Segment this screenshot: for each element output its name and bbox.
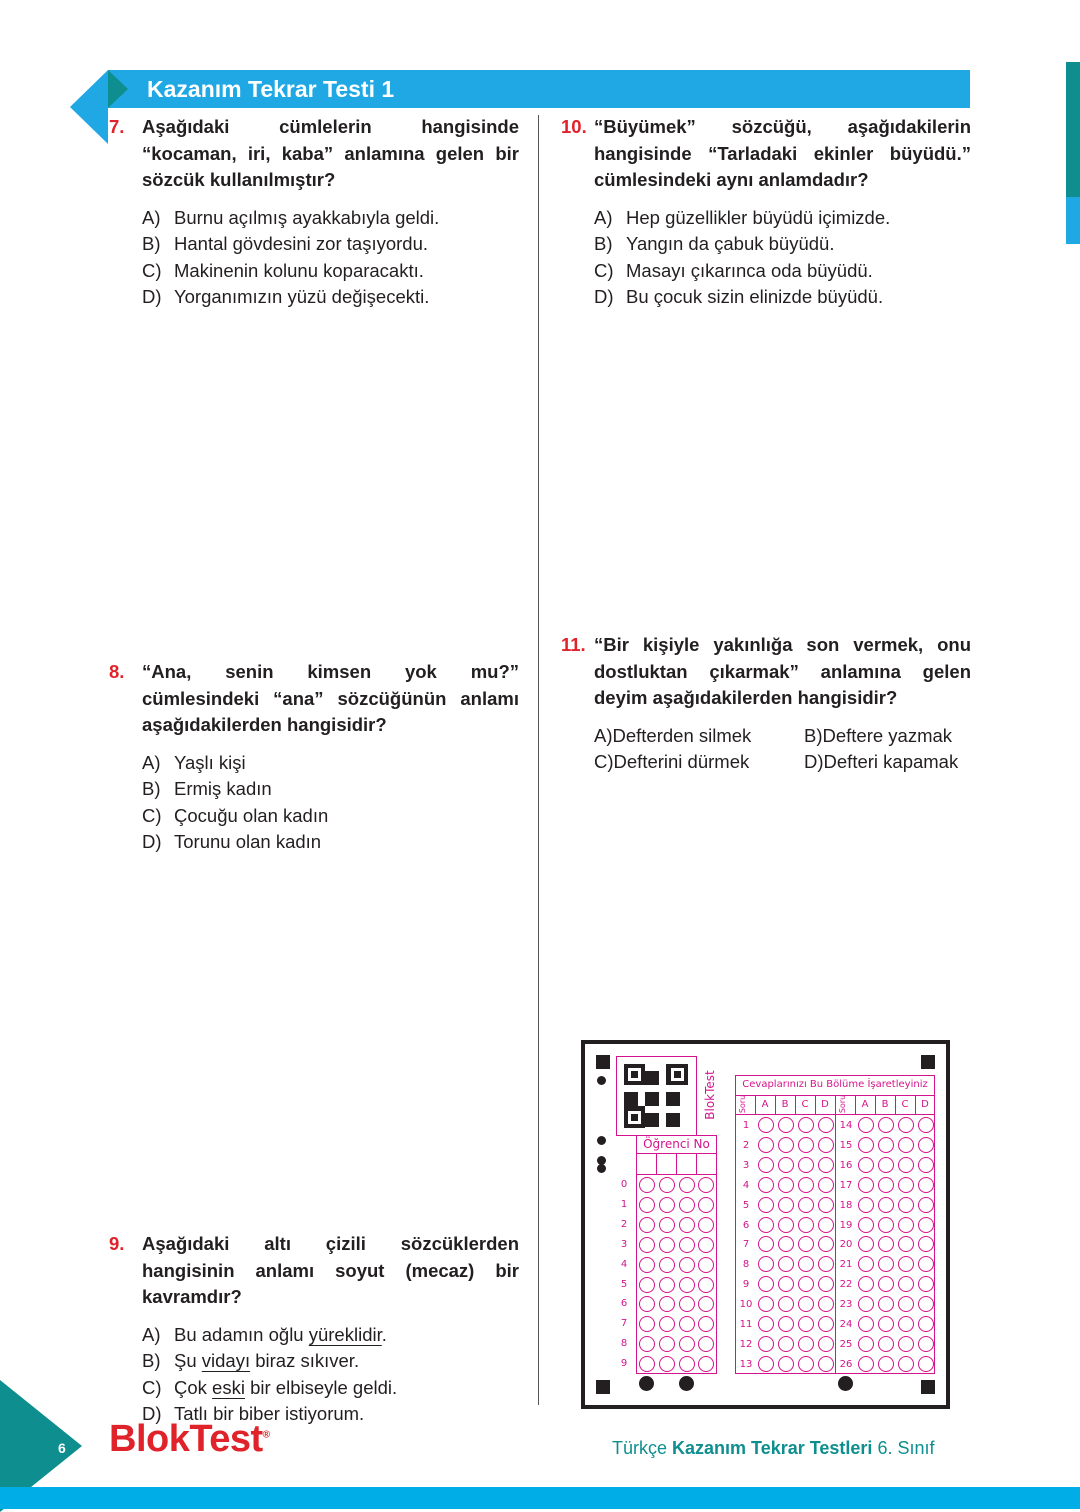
page-title: Kazanım Tekrar Testi 1: [147, 76, 395, 102]
option-text: Bu çocuk sizin elinizde büyüdü.: [626, 286, 884, 307]
line: [676, 1153, 677, 1174]
answers-title: Cevaplarınızı Bu Bölüme İşaretleyiniz: [742, 1079, 928, 1090]
answer-bubble[interactable]: [758, 1356, 774, 1372]
question-stem: “Büyümek” sözcüğü, aşağıdakilerin hangisinde “Tarladaki ekinler büyüdü.” cümlesindeki aynı anlamdadır?: [594, 116, 971, 190]
line: [755, 1095, 756, 1114]
answer-bubble[interactable]: [918, 1316, 934, 1332]
answer-bubble[interactable]: [918, 1157, 934, 1173]
answer-bubble[interactable]: [878, 1137, 894, 1153]
digit-bubble[interactable]: [659, 1356, 675, 1372]
question-row-label: 8: [742, 1259, 750, 1271]
answer-option[interactable]: [142, 750, 519, 777]
answer-bubble[interactable]: [898, 1177, 914, 1193]
digit-bubble[interactable]: [659, 1316, 675, 1332]
option-text: Yaşlı kişi: [174, 751, 246, 773]
choice-header: C: [901, 1099, 909, 1110]
option-text: Defterini dürmek: [613, 751, 750, 772]
option-text-pre: Bu adamın oğlu: [174, 1323, 309, 1345]
option-text: Defterden silmek: [612, 724, 752, 746]
registered-mark: ®: [262, 1429, 270, 1441]
answer-bubble[interactable]: [818, 1356, 834, 1372]
choice-header: A: [861, 1099, 869, 1110]
line: [775, 1095, 776, 1114]
answer-bubble[interactable]: [778, 1316, 794, 1332]
option-text: Yorganımızın yüzü değişecekti.: [174, 286, 430, 307]
option-text: Defteri kapamak: [823, 751, 959, 772]
question-row-label: 7: [742, 1239, 750, 1251]
question-row-label: 1: [742, 1120, 750, 1131]
options-list: [142, 205, 519, 311]
answer-option[interactable]: [142, 1322, 519, 1349]
answer-bubble[interactable]: [898, 1217, 914, 1233]
option-text: [174, 1322, 387, 1349]
digit-label: 1: [620, 1198, 628, 1210]
question-11: [561, 632, 971, 776]
option-label: C): [594, 751, 614, 772]
line: [875, 1095, 876, 1114]
answer-option[interactable]: [804, 749, 984, 776]
answer-bubble[interactable]: [798, 1217, 814, 1233]
digit-bubble[interactable]: [659, 1197, 675, 1213]
answer-bubble[interactable]: [818, 1316, 834, 1332]
digit-bubble[interactable]: [679, 1316, 695, 1332]
option-label: B): [142, 1350, 161, 1371]
answer-option[interactable]: [594, 231, 971, 258]
bloktest-logo: [109, 1418, 270, 1461]
digit-bubble[interactable]: [639, 1356, 655, 1372]
answer-option[interactable]: [594, 205, 971, 232]
footer-subject: Türkçe: [612, 1438, 673, 1458]
digit-label: 7: [620, 1318, 628, 1330]
answer-bubble[interactable]: [818, 1157, 834, 1173]
answer-bubble[interactable]: [798, 1117, 814, 1133]
answer-bubble[interactable]: [798, 1157, 814, 1173]
answer-bubble[interactable]: [778, 1336, 794, 1352]
header-arrow: [70, 70, 108, 144]
digit-bubble[interactable]: [659, 1237, 675, 1253]
line: [656, 1153, 657, 1174]
answer-bubble[interactable]: [898, 1157, 914, 1173]
answer-bubble[interactable]: [818, 1336, 834, 1352]
answer-bubble[interactable]: [918, 1117, 934, 1133]
answer-bubble[interactable]: [798, 1296, 814, 1312]
answer-option[interactable]: [594, 258, 971, 285]
answer-sheet: [581, 1040, 950, 1409]
question-number: 7.: [109, 116, 125, 137]
student-no-label: Öğrenci No: [643, 1137, 710, 1151]
answer-bubble[interactable]: [918, 1296, 934, 1312]
soru-label: Soru: [738, 1094, 747, 1114]
option-text: Makinenin kolunu koparacaktı.: [174, 259, 424, 281]
question-row-label: 26: [839, 1358, 853, 1370]
answer-option[interactable]: [804, 723, 984, 750]
answer-bubble[interactable]: [878, 1217, 894, 1233]
question-row-label: 24: [839, 1319, 853, 1330]
choice-header: B: [881, 1099, 889, 1110]
column-divider: [538, 115, 539, 1405]
answer-option[interactable]: [142, 776, 519, 803]
page-number: 6: [58, 1440, 66, 1456]
underlined-word: yüreklidir: [308, 1323, 382, 1345]
option-label: C): [594, 259, 614, 281]
answer-bubble[interactable]: [878, 1117, 894, 1133]
question-stem: “Bir kişiyle yakınlığa son vermek, onu dostluktan çıkarmak” anlamına gelen deyim aşağıdakilerden hangisidir?: [594, 634, 971, 708]
option-label: C): [142, 259, 162, 281]
answer-bubble[interactable]: [918, 1336, 934, 1352]
option-text: Torunu olan kadın: [174, 831, 322, 852]
answer-bubble[interactable]: [878, 1356, 894, 1372]
choice-header: A: [761, 1099, 769, 1110]
option-label: C): [142, 804, 162, 826]
digit-bubble[interactable]: [698, 1277, 714, 1293]
answer-bubble[interactable]: [898, 1316, 914, 1332]
option-label: A): [594, 206, 613, 228]
timing-dot: [639, 1376, 654, 1391]
option-text-post: .: [381, 1323, 387, 1345]
option-text-post: biraz sıkıver.: [250, 1350, 360, 1371]
question-row-label: 5: [742, 1199, 750, 1211]
option-label: C): [142, 1376, 162, 1398]
question-number: 11.: [561, 634, 586, 655]
qr-finder: [667, 1064, 688, 1085]
question-number: 8.: [109, 661, 125, 682]
digit-label: 2: [620, 1218, 628, 1230]
brand-vertical: BlokTest: [703, 1070, 717, 1120]
digit-label: 5: [620, 1278, 628, 1290]
soru-label: Soru: [838, 1094, 847, 1114]
answer-bubble[interactable]: [858, 1316, 874, 1332]
digit-bubble[interactable]: [659, 1257, 675, 1273]
option-label: D): [142, 1403, 162, 1424]
answer-bubble[interactable]: [778, 1217, 794, 1233]
answer-option[interactable]: [594, 749, 804, 776]
answer-option[interactable]: [142, 1348, 519, 1375]
option-text-pre: Tatlı bir biber istiyorum.: [174, 1403, 365, 1424]
line: [795, 1095, 796, 1114]
question-row-label: 4: [742, 1179, 750, 1191]
answer-bubble[interactable]: [778, 1197, 794, 1213]
digit-bubble[interactable]: [639, 1217, 655, 1233]
digit-bubble[interactable]: [639, 1237, 655, 1253]
answer-option[interactable]: [142, 829, 519, 856]
option-text: Çocuğu olan kadın: [174, 804, 329, 826]
digit-bubble[interactable]: [679, 1237, 695, 1253]
registration-mark: [596, 1055, 610, 1069]
question-row-label: 19: [839, 1219, 853, 1231]
options-list: [142, 1322, 519, 1428]
line: [915, 1095, 916, 1114]
question-row-label: 16: [839, 1159, 853, 1171]
answer-bubble[interactable]: [858, 1217, 874, 1233]
option-text: Ermiş kadın: [174, 778, 272, 799]
digit-bubble[interactable]: [698, 1257, 714, 1273]
digit-label: 8: [620, 1338, 628, 1350]
question-8: [109, 659, 519, 856]
answer-bubble[interactable]: [918, 1217, 934, 1233]
answer-bubble[interactable]: [898, 1296, 914, 1312]
answer-bubble[interactable]: [878, 1336, 894, 1352]
footer-grade: 6. Sınıf: [872, 1438, 935, 1458]
option-label: B): [142, 778, 161, 799]
answer-bubble[interactable]: [818, 1117, 834, 1133]
question-stem: “Ana, senin kimsen yok mu?” cümlesindeki “ana” sözcüğünün anlamı aşağıdakilerden hangisidir?: [142, 661, 519, 735]
answer-bubble[interactable]: [758, 1117, 774, 1133]
options-list: [594, 205, 971, 311]
digit-bubble[interactable]: [679, 1257, 695, 1273]
option-label: B): [142, 233, 161, 254]
digit-bubble[interactable]: [679, 1277, 695, 1293]
qr-finder: [624, 1064, 645, 1085]
option-label: A): [142, 751, 161, 773]
answer-bubble[interactable]: [758, 1197, 774, 1213]
footer-band: [0, 1487, 1080, 1509]
digit-bubble[interactable]: [639, 1277, 655, 1293]
question-stem: Aşağıdaki cümlelerin hangisinde “kocaman, iri, kaba” anlamına gelen bir sözcük kullanılmıştır?: [142, 116, 519, 190]
answer-option[interactable]: [142, 1375, 519, 1402]
digit-label: 3: [620, 1238, 628, 1250]
answer-bubble[interactable]: [778, 1296, 794, 1312]
answer-bubble[interactable]: [878, 1197, 894, 1213]
digit-bubble[interactable]: [659, 1336, 675, 1352]
answer-bubble[interactable]: [858, 1296, 874, 1312]
line: [696, 1153, 697, 1174]
option-label: A): [142, 206, 161, 228]
choice-header: C: [801, 1099, 809, 1110]
footer-series: Kazanım Tekrar Testleri: [672, 1438, 873, 1458]
answer-bubble[interactable]: [898, 1137, 914, 1153]
answer-bubble[interactable]: [798, 1316, 814, 1332]
answer-bubble[interactable]: [778, 1356, 794, 1372]
answer-bubble[interactable]: [758, 1296, 774, 1312]
question-row-label: 17: [839, 1179, 853, 1191]
digit-bubble[interactable]: [679, 1197, 695, 1213]
timing-dot: [597, 1164, 606, 1173]
side-tab: [1066, 62, 1080, 197]
registration-mark: [596, 1380, 610, 1394]
answer-bubble[interactable]: [878, 1316, 894, 1332]
answer-option[interactable]: [594, 284, 971, 311]
logo-text: BlokTest: [109, 1418, 263, 1460]
answer-bubble[interactable]: [758, 1316, 774, 1332]
digit-label: 6: [620, 1298, 628, 1310]
option-label: D): [142, 831, 162, 852]
answer-bubble[interactable]: [758, 1157, 774, 1173]
answer-option[interactable]: [142, 205, 519, 232]
answer-bubble[interactable]: [918, 1177, 934, 1193]
choice-header: B: [781, 1099, 789, 1110]
question-row-label: 23: [839, 1299, 853, 1311]
digit-label: 4: [620, 1258, 628, 1270]
question-row-label: 14: [839, 1120, 853, 1131]
digit-bubble[interactable]: [679, 1217, 695, 1233]
answer-bubble[interactable]: [858, 1177, 874, 1193]
answer-option[interactable]: [594, 723, 804, 750]
line: [895, 1095, 896, 1114]
answer-bubble[interactable]: [778, 1117, 794, 1133]
answer-bubble[interactable]: [798, 1336, 814, 1352]
option-label: D): [804, 751, 824, 772]
underlined-word: vidayı: [201, 1350, 251, 1371]
option-text: [174, 1348, 359, 1375]
digit-bubble[interactable]: [679, 1296, 695, 1312]
digit-bubble[interactable]: [698, 1237, 714, 1253]
option-text: Deftere yazmak: [822, 724, 953, 746]
question-row-label: 9: [742, 1279, 750, 1291]
answer-bubble[interactable]: [778, 1137, 794, 1153]
option-text: Hep güzellikler büyüdü içimizde.: [626, 206, 891, 228]
answer-option[interactable]: [142, 803, 519, 830]
answer-bubble[interactable]: [758, 1177, 774, 1193]
answer-bubble[interactable]: [758, 1336, 774, 1352]
option-text: Yangın da çabuk büyüdü.: [626, 233, 835, 254]
footer-title: [612, 1438, 934, 1459]
digit-bubble[interactable]: [679, 1177, 695, 1193]
options-list: [594, 723, 971, 776]
digit-bubble[interactable]: [659, 1177, 675, 1193]
answer-bubble[interactable]: [818, 1137, 834, 1153]
answer-bubble[interactable]: [878, 1296, 894, 1312]
digit-bubble[interactable]: [639, 1197, 655, 1213]
answer-bubble[interactable]: [918, 1137, 934, 1153]
digit-bubble[interactable]: [659, 1217, 675, 1233]
question-row-label: 3: [742, 1159, 750, 1171]
answer-bubble[interactable]: [818, 1217, 834, 1233]
answer-bubble[interactable]: [818, 1177, 834, 1193]
option-label: A): [594, 724, 613, 746]
answer-bubble[interactable]: [798, 1137, 814, 1153]
question-row-label: 18: [839, 1199, 853, 1211]
answer-bubble[interactable]: [798, 1197, 814, 1213]
question-row-label: 2: [742, 1139, 750, 1151]
answer-bubble[interactable]: [798, 1356, 814, 1372]
timing-dot: [597, 1076, 606, 1085]
question-row-label: 12: [739, 1338, 753, 1350]
option-text-pre: Çok: [174, 1376, 213, 1398]
answer-option[interactable]: [142, 258, 519, 285]
digit-bubble[interactable]: [639, 1177, 655, 1193]
line: [636, 1174, 717, 1175]
line: [815, 1095, 816, 1114]
timing-dot: [597, 1136, 606, 1145]
question-row-label: 11: [739, 1319, 753, 1330]
question-row-label: 6: [742, 1219, 750, 1231]
answer-bubble[interactable]: [818, 1296, 834, 1312]
digit-bubble[interactable]: [679, 1356, 695, 1372]
answer-bubble[interactable]: [778, 1157, 794, 1173]
question-9: [109, 1231, 519, 1428]
digit-bubble[interactable]: [639, 1257, 655, 1273]
answer-option[interactable]: [142, 231, 519, 258]
option-text: Hantal gövdesini zor taşıyordu.: [174, 233, 428, 254]
answer-bubble[interactable]: [758, 1217, 774, 1233]
question-number: 10.: [561, 116, 587, 137]
answer-bubble[interactable]: [918, 1197, 934, 1213]
qr-finder: [624, 1107, 645, 1128]
answer-bubble[interactable]: [858, 1356, 874, 1372]
question-row-label: 10: [739, 1299, 753, 1311]
question-row-label: 21: [839, 1259, 853, 1271]
answer-bubble[interactable]: [758, 1137, 774, 1153]
answer-bubble[interactable]: [818, 1197, 834, 1213]
question-7: [109, 114, 519, 311]
option-text-pre: Şu: [174, 1350, 202, 1371]
digit-label: 9: [620, 1358, 628, 1370]
question-row-label: 25: [839, 1338, 853, 1350]
option-label: D): [594, 286, 614, 307]
option-text: Masayı çıkarınca oda büyüdü.: [626, 259, 873, 281]
option-label: B): [804, 724, 823, 746]
answer-bubble[interactable]: [918, 1356, 934, 1372]
question-row-label: 13: [739, 1358, 753, 1370]
answer-option[interactable]: [142, 284, 519, 311]
question-10: [561, 114, 971, 311]
digit-bubble[interactable]: [679, 1336, 695, 1352]
question-stem: Aşağıdaki altı çizili sözcüklerden hangisinin anlamı soyut (mecaz) bir kavramdır?: [142, 1233, 519, 1307]
question-row-label: 22: [839, 1279, 853, 1291]
answer-bubble[interactable]: [898, 1356, 914, 1372]
registration-mark: [921, 1380, 935, 1394]
answer-bubble[interactable]: [898, 1336, 914, 1352]
answer-bubble[interactable]: [878, 1157, 894, 1173]
options-list: [142, 750, 519, 856]
answer-bubble[interactable]: [858, 1137, 874, 1153]
registration-mark: [921, 1055, 935, 1069]
answer-bubble[interactable]: [858, 1117, 874, 1133]
underlined-word: eski: [212, 1376, 245, 1398]
answer-bubble[interactable]: [878, 1177, 894, 1193]
option-label: B): [594, 233, 613, 254]
option-text-post: bir elbiseyle geldi.: [244, 1376, 398, 1398]
answer-bubble[interactable]: [898, 1197, 914, 1213]
timing-dot: [838, 1376, 853, 1391]
answer-bubble[interactable]: [798, 1177, 814, 1193]
question-row-label: 15: [839, 1139, 853, 1151]
digit-label: 0: [620, 1179, 628, 1190]
answer-bubble[interactable]: [858, 1336, 874, 1352]
option-text: Burnu açılmış ayakkabıyla geldi.: [174, 206, 440, 228]
line: [855, 1095, 856, 1114]
side-tab-blue: [1066, 197, 1080, 244]
header-triangle: [108, 70, 128, 108]
choice-header: D: [921, 1099, 929, 1110]
line: [835, 1095, 836, 1374]
answer-bubble[interactable]: [858, 1157, 874, 1173]
answer-bubble[interactable]: [858, 1197, 874, 1213]
option-label: A): [142, 1323, 161, 1345]
option-text: [174, 1375, 397, 1402]
question-number: 9.: [109, 1233, 125, 1254]
choice-header: D: [821, 1099, 829, 1110]
timing-dot: [679, 1376, 694, 1391]
question-row-label: 20: [839, 1239, 853, 1251]
answer-bubble[interactable]: [778, 1177, 794, 1193]
answer-bubble[interactable]: [898, 1117, 914, 1133]
option-label: D): [142, 286, 162, 307]
digit-bubble[interactable]: [659, 1277, 675, 1293]
